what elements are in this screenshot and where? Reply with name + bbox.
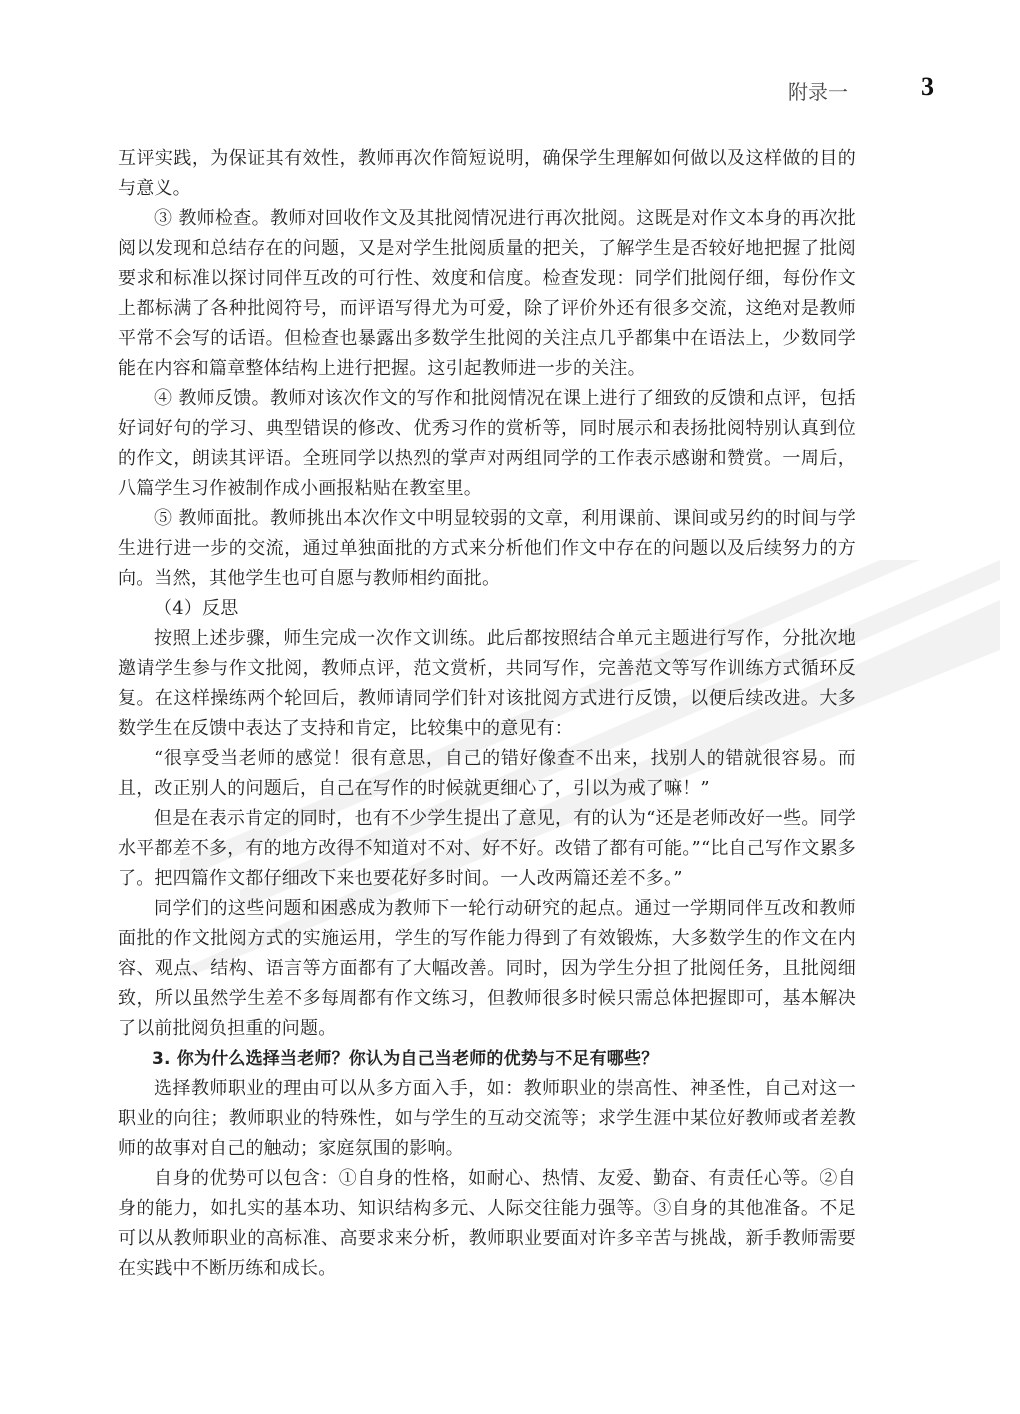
paragraph: ④ 教师反馈。教师对该次作文的写作和批阅情况在课上进行了细致的反馈和点评，包括好词好句的学习、典型错误的修改、优秀习作的赏析等，同时展示和表扬批阅特别认真到位的作文，朗读其评语。全班同学以热烈的掌声对两组同学的工作表示感谢和赞赏。一周后，八篇学生习作被制作成小画报粘贴在教室里。 — [118, 388, 856, 499]
paragraph: ⑤ 教师面批。教师挑出本次作文中明显较弱的文章，利用课前、课间或另约的时间与学生进行进一步的交流，通过单独面批的方式来分析他们作文中存在的问题以及后续努力的方向。当然，其他学生也可自愿与教师相约面批。 — [118, 508, 856, 589]
paragraph: 同学们的这些问题和困惑成为教师下一轮行动研究的起点。通过一学期同伴互改和教师面批的作文批阅方式的实施运用，学生的写作能力得到了有效锻炼，大多数学生的作文在内容、观点、结构、语言等方面都有了大幅改善。同时，因为学生分担了批阅任务，且批阅细致，所以虽然学生差不多每周都有作文练习，但教师很多时候只需总体把握即可，基本解决了以前批阅负担重的问题。 — [118, 898, 856, 1039]
paragraph: 按照上述步骤，师生完成一次作文训练。此后都按照结合单元主题进行写作，分批次地邀请学生参与作文批阅，教师点评，范文赏析，共同写作，完善范文等写作训练方式循环反复。在这样操练两个轮回后，教师请同学们针对该批阅方式进行反馈，以便后续改进。大多数学生在反馈中表达了支持和肯定，比较集中的意见有： — [118, 628, 856, 739]
paragraph: 选择教师职业的理由可以从多方面入手，如：教师职业的崇高性、神圣性，自己对这一职业的向往；教师职业的特殊性，如与学生的互动交流等；求学生涯中某位好教师或者差教师的故事对自己的触动；家庭氛围的影响。 — [118, 1078, 856, 1159]
running-title: 附录一 — [788, 80, 848, 104]
paragraph: 自身的优势可以包含：①自身的性格，如耐心、热情、友爱、勤奋、有责任心等。②自身的能力，如扎实的基本功、知识结构多元、人际交往能力强等。③自身的其他准备。不足可以从教师职业的高标准、高要求来分析，教师职业要面对许多辛苦与挑战，新手教师需要在实践中不断历练和成长。 — [118, 1168, 856, 1279]
paragraph: 但是在表示肯定的同时，也有不少学生提出了意见，有的认为“还是老师改好一些。同学水平都差不多，有的地方改得不知道对不对、好不好。改错了都有可能。”“比自己写作文累多了。把四篇作文都仔细改下来也要花好多时间。一人改两篇还差不多。” — [118, 808, 856, 889]
question-heading: 3. 你为什么选择当老师？你认为自己当老师的优势与不足有哪些？ — [152, 1049, 659, 1069]
page-body — [118, 144, 856, 1284]
section-heading: （4）反思 — [154, 598, 239, 619]
page-header — [0, 70, 1020, 110]
paragraph: 互评实践，为保证其有效性，教师再次作简短说明，确保学生理解如何做以及这样做的目的与意义。 — [118, 148, 856, 199]
page-number: 3 — [921, 72, 934, 101]
quote-paragraph: “很享受当老师的感觉！很有意思，自己的错好像查不出来，找别人的错就很容易。而且，改正别人的问题后，自己在写作的时候就更细心了，引以为戒了嘛！” — [118, 748, 856, 799]
paragraph: ③ 教师检查。教师对回收作文及其批阅情况进行再次批阅。这既是对作文本身的再次批阅以发现和总结存在的问题，又是对学生批阅质量的把关，了解学生是否较好地把握了批阅要求和标准以探讨同伴互改的可行性、效度和信度。检查发现：同学们批阅仔细，每份作文上都标满了各种批阅符号，而评语写得尤为可爱，除了评价外还有很多交流，这绝对是教师平常不会写的话语。但检查也暴露出多数学生批阅的关注点几乎都集中在语法上，少数同学能在内容和篇章整体结构上进行把握。这引起教师进一步的关注。 — [118, 208, 856, 379]
